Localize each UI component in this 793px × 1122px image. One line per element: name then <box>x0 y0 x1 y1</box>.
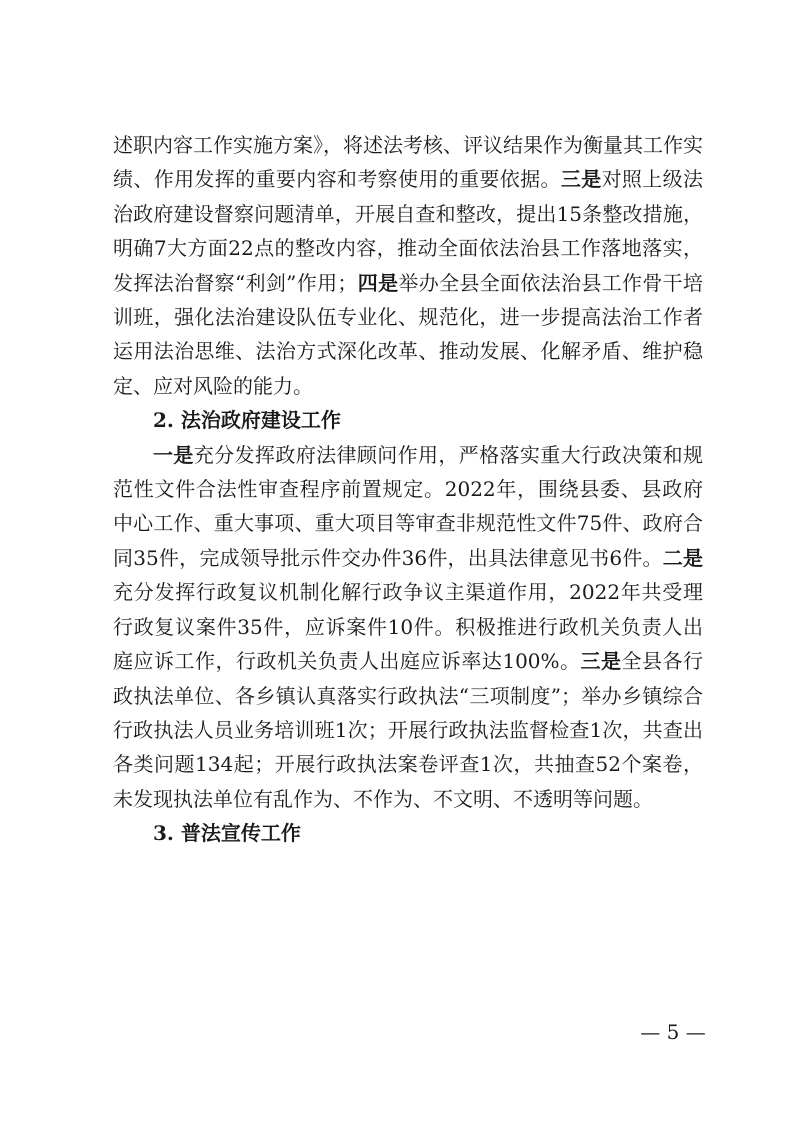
sentence: 举办全县全面依法治县工作骨干培训班，强化法治建设队伍专业化、规范化，进一步提高法治工作者运用法治思维、法治方式深化改革、推动发展、化解矛盾、维护稳定、应对风险的能力。 <box>113 270 704 398</box>
enumerator-third: 三是 <box>580 649 622 674</box>
sentence: 充分发挥政府法律顾问作用，严格落实重大行政决策和规范性文件合法性审查程序前置规定。2022年，围绕县委、县政府中心工作、重大事项、重大项目等审查非规范性文件75件、政府合同35件，完成领导批示件交办件36件，出具法律意见书6件。 <box>113 442 704 570</box>
page-number: — 5 — <box>640 1020 706 1044</box>
document-body <box>113 128 703 851</box>
sentence: 充分发挥行政复议机制化解行政争议主渠道作用，2022年共受理行政复议案件35件，应诉案件10件。积极推进行政机关负责人出庭应诉工作，行政机关负责人出庭应诉率达100%。 <box>113 580 703 674</box>
sentence: 全县各行政执法单位、各乡镇认真落实行政执法“三项制度”；举办乡镇综合行政执法人员业务培训班1次；开展行政执法监督检查1次，共查出各类问题134起；开展行政执法案卷评查1次，共抽查52个案卷，未发现执法单位有乱作为、不作为、不文明、不透明等问题。 <box>113 649 704 811</box>
enumerator-third: 三是 <box>560 167 602 192</box>
section-heading-rule-of-law-government: 2. 法治政府建设工作 <box>153 408 341 433</box>
sentence: 述职内容工作实施方案》，将述法考核、评议结果作为衡量其工作实绩、作用发挥的重要内容和考察使用的重要依据。 <box>113 133 703 192</box>
enumerator-fourth: 四是 <box>357 270 399 295</box>
paragraph-legal-inspection <box>113 128 703 403</box>
sentence: 对照上级法治政府建设督察问题清单，开展自查和整改，提出15条整改措施，明确7大方面22点的整改内容，推动全面依法治县工作落地落实，发挥法治督察“利剑”作用； <box>113 167 704 295</box>
section-heading-legal-publicity: 3. 普法宣传工作 <box>153 821 301 846</box>
enumerator-second: 二是 <box>662 545 704 570</box>
enumerator-first: 一是 <box>153 442 194 467</box>
paragraph-rule-of-law-government <box>113 438 703 816</box>
